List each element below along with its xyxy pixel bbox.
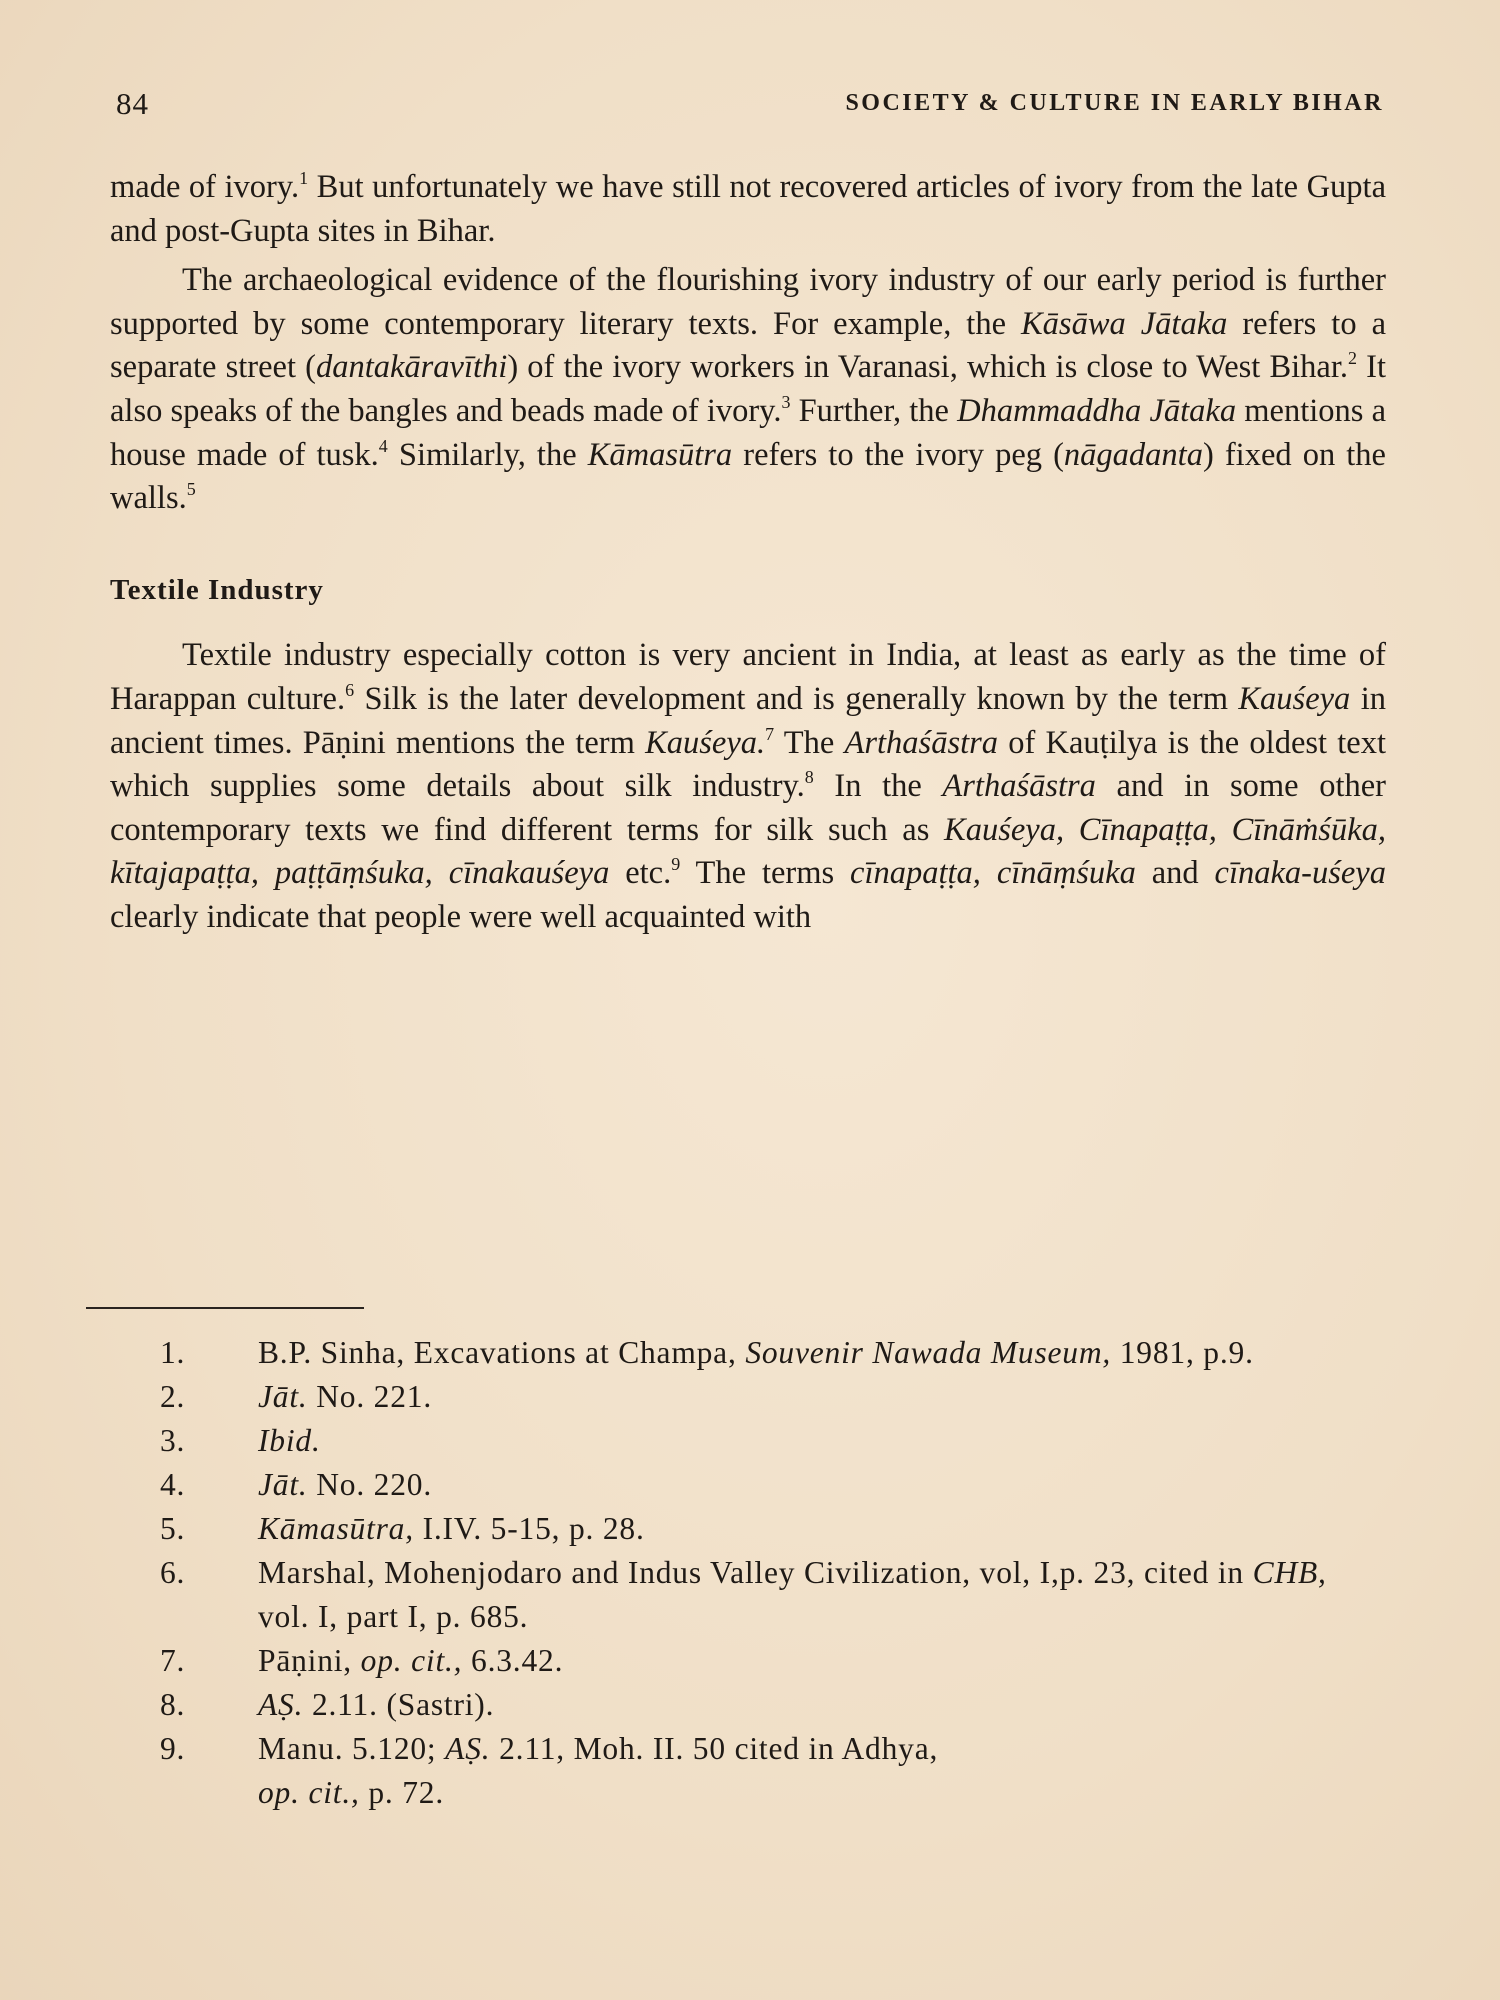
footnotes [160,1331,1380,1815]
footnote-ref: 5 [186,479,196,500]
footnote-ref: 9 [671,854,681,875]
page-number: 84 [116,86,149,121]
footnote-ref: 1 [299,168,309,188]
footnote-item: 5. Kāmasūtra, I.IV. 5-15, p. 28. [160,1511,645,1546]
footnote-item: 8. AṢ. 2.11. (Sastri). [160,1687,495,1722]
footnote-ref: 8 [804,767,814,788]
footnote-ref: 4 [378,435,388,456]
paragraph-textile: Textile industry especially cotton is very ancient in India, at least as early as the time of Harappan culture.$^6$ Silk is the later development and is generally known by the term Kauśeya in ancient times. Pāṇini mentions the term Kauśeya.$^7$ The Arthaśāstra of Kauṭilya is the oldest text which supplies some details about silk industry.$^8$ In the Arthaśāstra and in some other contemporary texts we find different terms for silk such as Kauśeya, Cīnapaṭṭa, Cīnāṁśūka, kītajapaṭṭa, paṭṭāṃśuka, cīnakauśeya etc.$^9$ The terms cīnapaṭṭa, cīnāṃśuka and cīnaka-uśeya clearly indicate that people were well acquainted with [110,637,1386,935]
footnote-divider [86,1307,364,1309]
footnote-item: 1. B.P. Sinha, Excavations at Champa, Souvenir Nawada Museum, 1981, p.9. [160,1335,1254,1370]
footnote-ref: 2 [1348,348,1357,369]
footnote-ref: 6 [345,679,355,700]
footnote-item: 7. Pāṇini, op. cit., 6.3.42. [160,1643,564,1678]
footnote-item: 9. Manu. 5.120; AṢ. 2.11, Moh. II. 50 cited in Adhya, [160,1731,939,1766]
footnote-item: op. cit., p. 72. [258,1775,445,1810]
paragraph-ivory-literary: The archaeological evidence of the flourishing ivory industry of our early period is further supported by some contemporary literary texts. For example, the Kāsāwa Jātaka refers to a separate street (dantakāravīthi) of the ivory workers in Varanasi, which is close to West Bihar.$^2$ It also speaks of the bangles and beads made of ivory.$^3$ Further, the Dhammaddha Jātaka mentions a house made of tusk.$^4$ Similarly, the Kāmasūtra refers to the ivory peg (nāgadanta) fixed on the walls.$^5$ [110,262,1387,517]
footnote-ref: 7 [765,723,775,744]
running-head: SOCIETY & CULTURE IN EARLY BIHAR [845,90,1384,116]
paragraph-ivory-intro: made of ivory.$^1$ But unfortunately we have still not recovered articles of ivory from the late Gupta and post-Gupta sites in Bihar. [110,168,1386,249]
footnote-item: 3. Ibid. [160,1423,321,1458]
footnote-ref: 3 [781,391,791,412]
main-text [110,166,1386,940]
footnote-item: 4. Jāt. No. 220. [160,1467,433,1502]
page-header [116,86,1384,126]
footnote-item: 2. Jāt. No. 221. [160,1379,433,1414]
section-heading: Textile Industry [110,573,324,606]
footnote-item: 6. Marshal, Mohenjodaro and Indus Valley Civilization, vol, I,p. 23, cited in CHB, vol. I, part I, p. 685. [160,1555,1327,1634]
